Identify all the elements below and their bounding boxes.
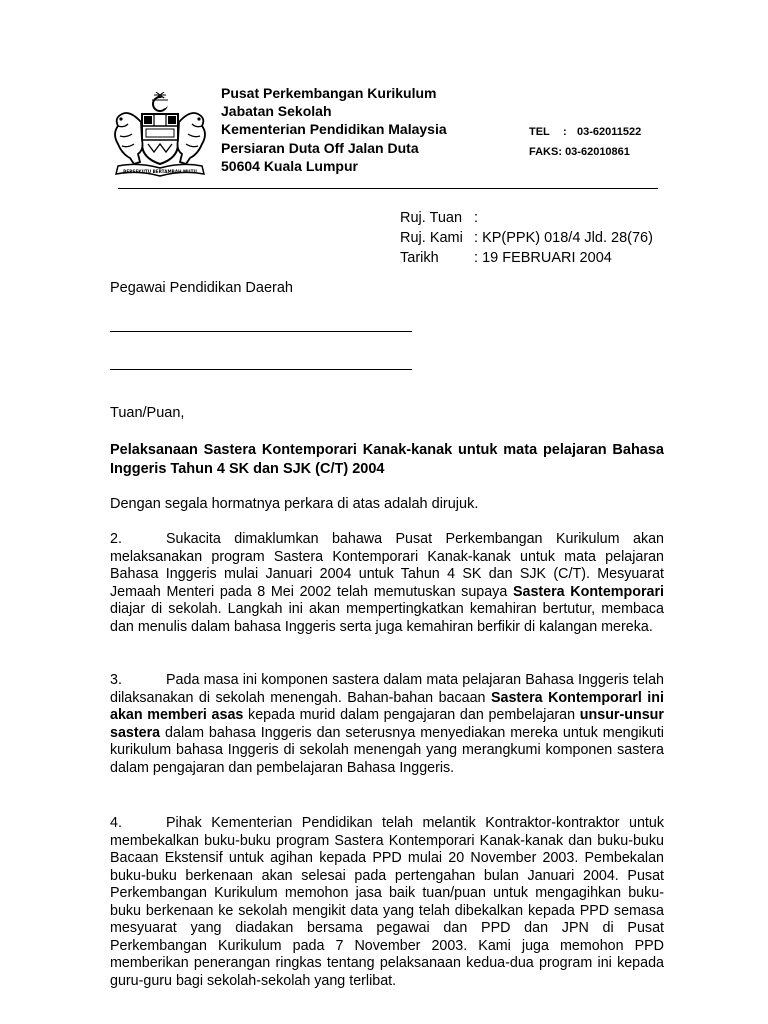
ruj-tuan-row: Ruj. Tuan : bbox=[400, 210, 483, 226]
paragraph-text: kepada murid dalam pengajaran dan pembelajaran bbox=[248, 707, 576, 723]
contact-block bbox=[529, 122, 641, 162]
tarikh-row: Tarikh : 19 FEBRUARI 2004 bbox=[400, 250, 612, 266]
crest-scroll-text: BERSEKUTU BERTAMBAH MUTU bbox=[123, 169, 197, 174]
paragraph-number: 4. bbox=[110, 815, 122, 831]
header-divider bbox=[118, 188, 658, 189]
fax-row bbox=[529, 142, 641, 162]
ruj-kami-row: Ruj. Kami : KP(PPK) 018/4 Jld. 28(76) bbox=[400, 230, 653, 246]
paragraph-text: Sukacita dimaklumkan bahawa Pusat Perkembangan Kurikulum akan melaksanakan program Sastera Kontemporari Kanak-kanak untuk mata pelajaran Bahasa Inggeris mulai Januari 2004 untuk Tahun 4 SK dan SJK (C/T). Mesyuarat Jemaah Menteri pada 8 Mei 2002 telah memutuskan supaya bbox=[110, 531, 664, 600]
address-line: 50604 Kuala Lumpur bbox=[221, 157, 358, 174]
bold-phrase: Sastera Kontemporarl ini akan memberi asas bbox=[110, 689, 664, 723]
ruj-kami-label: Ruj. Kami bbox=[400, 230, 463, 246]
paragraph-2 bbox=[110, 531, 664, 636]
ruj-kami-value: KP(PPK) 018/4 Jld. 28(76) bbox=[482, 230, 653, 246]
tel-value: 03-62011522 bbox=[577, 126, 642, 138]
tel-colon: : bbox=[563, 126, 567, 138]
intro-sentence: Dengan segala hormatnya perkara di atas adalah dirujuk. bbox=[110, 496, 479, 512]
recipient: Pegawai Pendidikan Daerah bbox=[110, 280, 293, 296]
ruj-tuan-label: Ruj. Tuan bbox=[400, 210, 463, 226]
tarikh-value: 19 FEBRUARI 2004 bbox=[482, 250, 612, 266]
paragraph-text: dalam bahasa Inggeris dan seterusnya menyediakan mereka untuk mengikuti kurikulum bahasa Inggeris di sekolah menengah yang merangkumi komponen sastera dalam pengajaran dan pembelajaran Bahasa Inggeris. bbox=[110, 724, 664, 776]
address-blank-line bbox=[110, 369, 412, 370]
paragraph-3 bbox=[110, 672, 664, 777]
address-blank-line bbox=[110, 331, 412, 332]
fax-label: FAKS: bbox=[529, 146, 562, 158]
paragraph-text: diajar di sekolah. Langkah ini akan mempertingkatkan kemahiran bertutur, membaca dan menulis dalam bahasa Inggeris serta juga kemahiran berfikir di kalangan mereka. bbox=[110, 601, 664, 635]
salutation: Tuan/Puan, bbox=[110, 405, 185, 421]
address-line: Jabatan Sekolah bbox=[221, 103, 332, 120]
address-line: Pusat Perkembangan Kurikulum bbox=[221, 85, 437, 101]
bold-phrase: unsur-unsur sastera bbox=[110, 707, 664, 741]
paragraph-number: 3. bbox=[110, 672, 122, 688]
address-line: Persiaran Duta Off Jalan Duta bbox=[221, 139, 419, 156]
address-line: Kementerian Pendidikan Malaysia bbox=[221, 121, 447, 138]
letterhead-address bbox=[221, 84, 447, 175]
tel-label: TEL bbox=[529, 126, 550, 138]
paragraph-text: Pada masa ini komponen sastera dalam mata pelajaran Bahasa Inggeris telah dilaksanakan di sekolah menengah. Bahan-bahan bacaan bbox=[110, 672, 664, 706]
paragraph-number: 2. bbox=[110, 531, 122, 547]
subject-heading: Pelaksanaan Sastera Kontemporari Kanak-kanak untuk mata pelajaran Bahasa Inggeris Tahun 4 SK dan SJK (C/T) 2004 bbox=[110, 442, 664, 477]
reference-block bbox=[400, 208, 653, 268]
bold-phrase: Sastera Kontemporari bbox=[512, 583, 665, 600]
paragraph-text: Pihak Kementerian Pendidikan telah melantik Kontraktor-kontraktor untuk membekalkan buku-buku program Sastera Kontemporari Kanak-kanak dan buku-buku Bacaan Ekstensif untuk agihan kepada PPD mulai 20 November 2003. Pembekalan buku-buku berkenaan akan selesai pada pertengahan bulan Januari 2004. Pusat Perkembangan Kurikulum memohon jasa baik tuan/puan untuk mengagihkan buku-buku berkenaan ke sekolah mengikit data yang telah dibekalkan kepada PPD semasa mesyuarat yang diadakan bersama pegawai dan PPD dan JPN di Pusat Perkembangan Kurikulum pada 7 November 2003. Kami juga memohon PPD memberikan penerangan ringkas tentang pelaksanaan kedua-dua program ini kepada guru-guru bagi sekolah-sekolah yang terlibat. bbox=[110, 815, 664, 989]
fax-value: 03-62010861 bbox=[565, 146, 630, 158]
tarikh-label: Tarikh bbox=[400, 250, 439, 266]
coat-of-arms-icon bbox=[108, 92, 212, 178]
paragraph-4 bbox=[110, 815, 664, 990]
tel-row bbox=[529, 122, 641, 142]
